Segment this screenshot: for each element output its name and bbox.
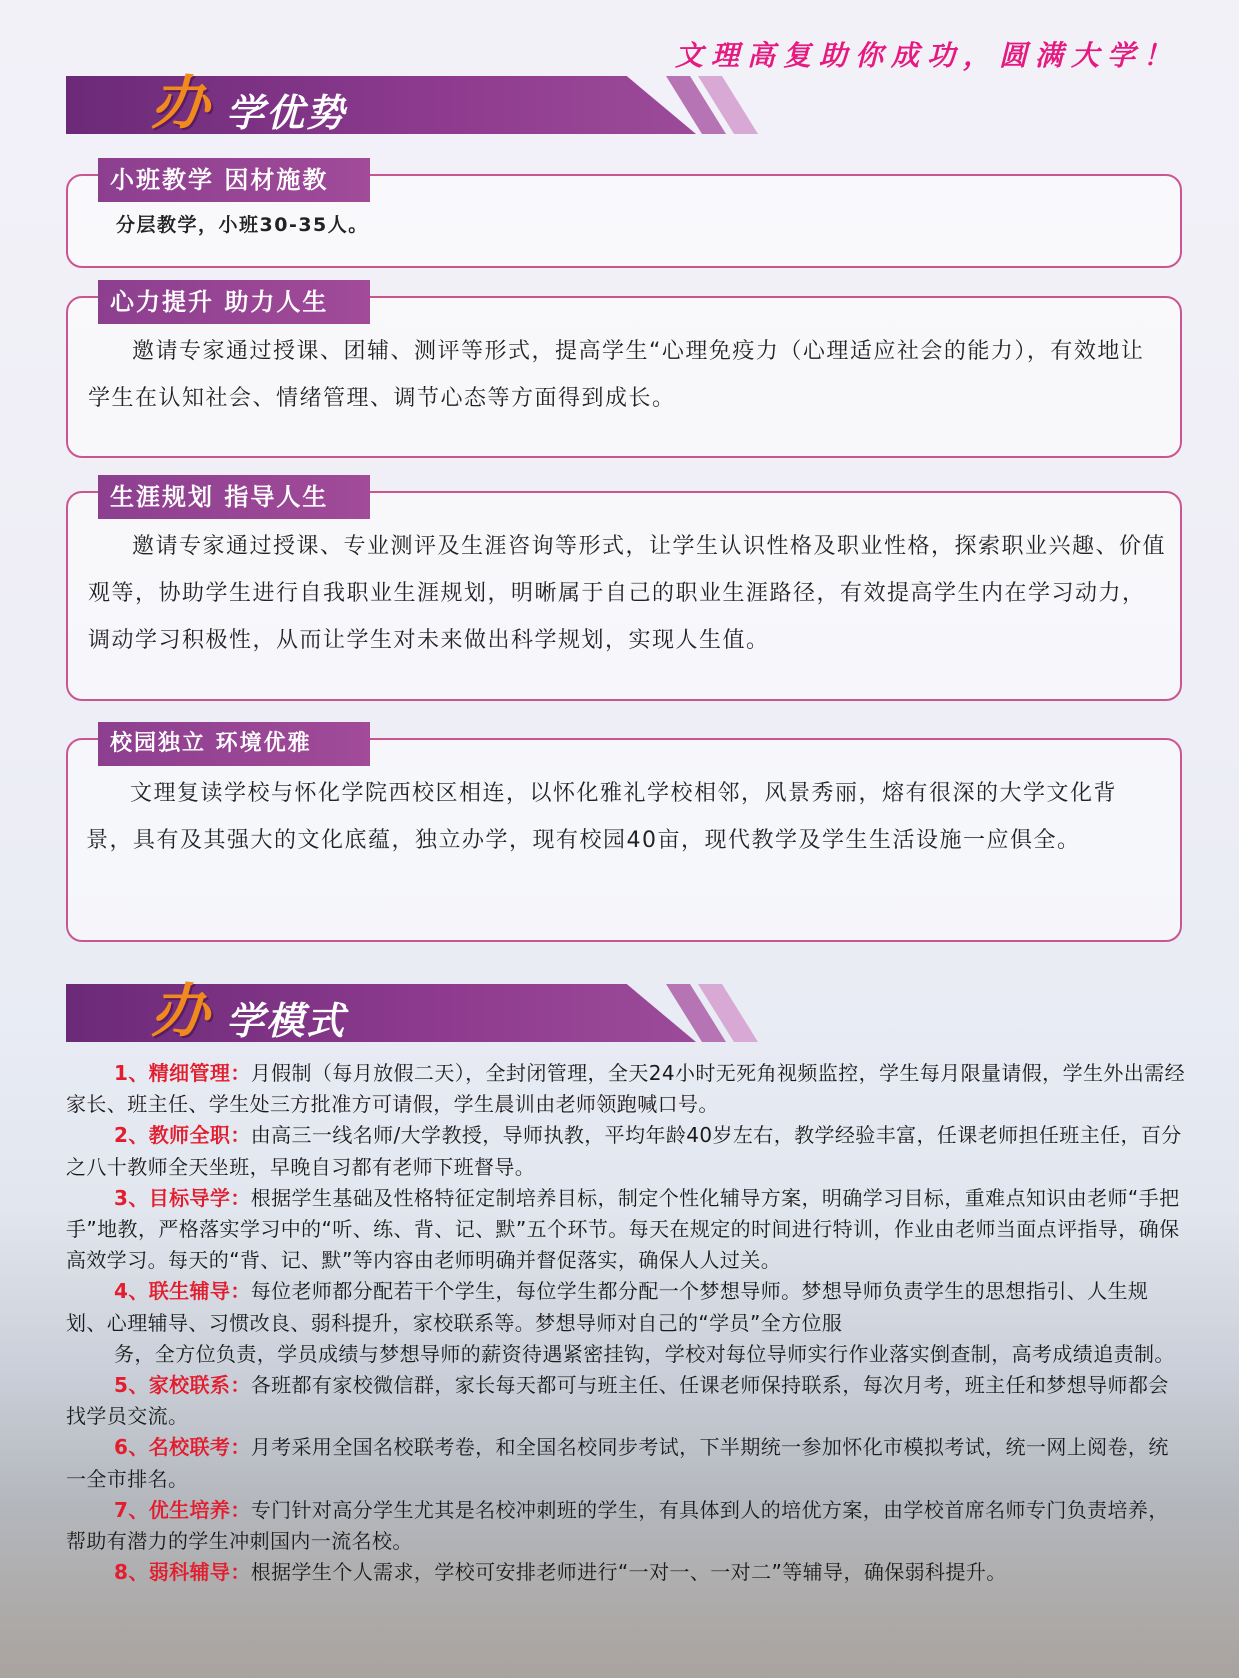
card-career-planning (66, 483, 1182, 701)
item-label: 4、联生辅导： (114, 1279, 251, 1304)
banner-big-char: 办 (151, 69, 210, 137)
item-label: 1、精细管理： (114, 1061, 251, 1085)
mode-list (66, 1058, 1186, 1588)
card-campus (66, 731, 1182, 942)
item-text: 月考采用全国名校联考卷，和全国名校同步考试，下半期统一参加怀化市模拟考试，统一网上阅卷，统一全市排名。 (66, 1435, 1169, 1491)
item-text: 根据学生个人需求，学校可安排老师进行“一对一、一对二”等辅导，确保弱科提升。 (250, 1560, 1007, 1585)
list-item (66, 1432, 1186, 1494)
list-item (66, 1276, 1186, 1338)
item-text: 由高三一线名师/大学教授，导师执教，平均年龄40岁左右，教学经验丰富，任课老师担任班主任，百分之八十教师全天坐班，早晚自习都有老师下班督导。 (66, 1123, 1182, 1179)
item-text: 每位老师都分配若干个学生，每位学生都分配一个梦想导师。梦想导师负责学生的思想指引、人生规划、心理辅导、习惯改良、弱科提升，家校联系等。梦想导师对自己的“学员”全方位服 (66, 1279, 1149, 1335)
banner-title: 学模式 (226, 999, 347, 1043)
item-label: 8、弱科辅导： (114, 1560, 251, 1585)
card-text: 邀请专家通过授课、团辅、测评等形式，提高学生“心理免疫力（心理适应社会的能力），有效地让学生在认知社会、情绪管理、调节心态等方面得到成长。 (88, 339, 1145, 411)
list-item (66, 1339, 1186, 1370)
item-label: 6、名校联考： (114, 1435, 251, 1460)
banner-big-char: 办 (151, 977, 210, 1045)
item-label: 3、目标导学： (114, 1185, 251, 1210)
item-label: 5、家校联系： (114, 1373, 251, 1398)
card-text: 分层教学，小班30-35人。 (116, 214, 369, 236)
item-text: 根据学生基础及性格特征定制培养目标，制定个性化辅导方案，明确学习目标，重难点知识由老师“手把手”地教，严格落实学习中的“听、练、背、记、默”五个环节。每天在规定的时间进行特训，作业由老师当面点评指导，确保高效学习。每天的“背、记、默”等内容由老师明确并督促落实，确保人人过关。 (66, 1185, 1180, 1273)
card-tag: 小班教学 因材施教 (98, 158, 370, 202)
card-text: 邀请专家通过授课、专业测评及生涯咨询等形式，让学生认识性格及职业性格，探索职业兴趣、价值观等，协助学生进行自我职业生涯规划，明晰属于自己的职业生涯路径，有效提高学生内在学习动力，调动学习积极性，从而让学生对未来做出科学规划，实现人生值。 (88, 534, 1167, 653)
section-banner-mode (66, 977, 751, 1045)
card-tag: 生涯规划 指导人生 (98, 475, 370, 519)
list-item (66, 1370, 1186, 1432)
card-text: 文理复读学校与怀化学院西校区相连，以怀化雅礼学校相邻，风景秀丽，熔有很深的大学文化背景，具有及其强大的文化底蕴，独立办学，现有校园40亩，现代教学及学生生活设施一应俱全。 (86, 781, 1118, 853)
list-item (66, 1058, 1186, 1120)
card-small-class (66, 166, 1182, 268)
list-item (66, 1120, 1186, 1182)
slogan: 文理高复助你成功，圆满大学！ (674, 39, 1179, 72)
item-text: 各班都有家校微信群，家长每天都可与班主任、任课老师保持联系，每次月考，班主任和梦想导师都会找学员交流。 (66, 1373, 1169, 1429)
item-text: 月假制（每月放假二天），全封闭管理，全天24小时无死角视频监控，学生每月限量请假，学生外出需经家长、班主任、学生处三方批准方可请假，学生晨训由老师领跑喊口号。 (66, 1061, 1185, 1117)
item-text: 专门针对高分学生尤其是名校冲刺班的学生，有具体到人的培优方案，由学校首席名师专门负责培养，帮助有潜力的学生冲刺国内一流名校。 (66, 1497, 1169, 1554)
item-label: 2、教师全职： (114, 1123, 251, 1148)
list-item (66, 1183, 1186, 1277)
item-text: 务，全方位负责，学员成绩与梦想导师的薪资待遇紧密挂钩，学校对每位导师实行作业落实倒查制，高考成绩追责制。 (114, 1341, 1175, 1366)
card-tag: 心力提升 助力人生 (98, 280, 370, 324)
card-tag: 校园独立 环境优雅 (98, 722, 370, 766)
list-item (66, 1495, 1186, 1557)
card-mental-power (66, 288, 1182, 458)
item-label: 7、优生培养： (114, 1497, 251, 1522)
banner-title: 学优势 (226, 91, 347, 135)
list-item (66, 1557, 1186, 1588)
section-banner-advantages (66, 69, 751, 137)
